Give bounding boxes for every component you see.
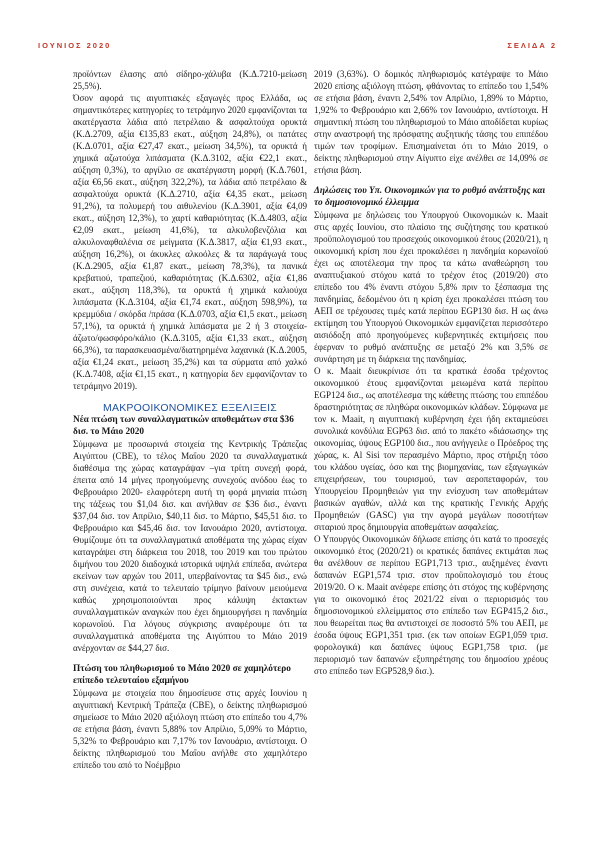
left-column: [73, 68, 307, 771]
paragraph: Σύμφωνα με στοιχεία που δημοσίευσε στις αρχές Ιουνίου η αιγυπτιακή Κεντρική Τράπεζα (CBE), ο δείκτης πληθωρισμού σημείωσε το Μάιο 2020 αξιόλογη πτώση στο επίπεδο του 4,7% σε ετήσια βάση, έναντι 5,88% τον Απρίλιο, 5,09% το Μάρτιο, 5,32% το Φεβρουάριο και 7,17% τον Ιανουάριο, αντίστοιχα. Ο δείκτης πληθωρισμού του Μαΐου ανήλθε στο χαμηλότερο επίπεδο του από το Νοέμβριο: [73, 688, 307, 770]
page-header: [38, 41, 557, 53]
right-column: [314, 68, 548, 677]
paragraph: Όσον αφορά τις αιγυπτιακές εξαγωγές προς Ελλάδα, ως σημαντικότερες κατηγορίες το τετράμηνο 2020 εμφανίζονται τα ακατέργαστα λάδια από πετρέλαιο & ασφαλτούχα ορυκτά (Κ.Δ.2709, αξία €135,83 εκατ., αύξηση 24,8%), οι πατάτες (Κ.Δ.0701, αξία €27,47 εκατ., μείωση 34,5%), τα ορυκτά ή χημικά αζωτούχα λιπάσματα (Κ.Δ.3102, αξία €22,1 εκατ., αύξηση 0,3%), το αργίλιο σε ακατέργαστη μορφή (Κ.Δ.7601, αξία €6,56 εκατ., αύξηση 322,2%), τα λάδια από πετρέλαιο & ασφαλτούχα ορυκτά (Κ.Δ.2710, αξία €4,35 εκατ., μείωση 91,2%), τα πολυμερή του αιθυλενίου (Κ.Δ.3901, αξία €4,09 εκατ., αύξηση 12,3%), το χαρτί καθαριότητας (Κ.Δ.4803, αξία €2,09 εκατ., μείωση 41,6%), τα αλκυλοβενζόλια και αλκυλοναφθαλένια σε μείγματα (Κ.Δ.3817, αξία €1,93 εκατ., αύξηση 16,2%), οι άκυκλες αλκοόλες & τα παράγωγά τους (Κ.Δ.2905, αξία €1,87 εκατ., μείωση 78,3%), τα πανικά κρεβατιού, τραπεζιού, καθαριότητας (Κ.Δ.6302, αξία €1,86 εκατ., αύξηση 118,3%), τα ορυκτά ή χημικά καλιούχα λιπάσματα (Κ.Δ.3104, αξία €1,74 εκατ., αύξηση 598,9%), τα κρεμμύδια / σκόρδα /πράσα (Κ.Δ.0703, αξία €1,5 εκατ., μείωση 57,1%), τα ορυκτά ή χημικά λιπάσματα με 2 ή 3 στοιχεία-άζωτο/φωσφόρο/κάλιο (Κ.Δ.3105, αξία €1,33 εκατ., αύξηση 66,3%), τα παρασκευασμένα/διατηρημένα λαχανικά (Κ.Δ.2005, αξία €1,24 εκατ., μείωση 35,2%) και τα σύρματα από χαλκό (Κ.Δ.7408, αξία €1,15 εκατ., η κατηγορία δεν εμφανίζονταν το τετράμηνο 2019).: [73, 93, 307, 391]
article-title: Νέα πτώση των συναλλαγματικών αποθεμάτων στα $36 δισ. το Μάιο 2020: [73, 415, 294, 437]
paragraph: Ο Υπουργός Οικονομικών δήλωσε επίσης ότι κατά το προσεχές οικονομικό έτος (2020/21) οι κρατικές δαπάνες εκτιμάται πως θα ανέλθουν σε περίπου EGP1,713 τρισ., αυξημένες έναντι δαπανών EGP1,574 τρισ. στον προϋπολογισμό του έτους 2019/20. Ο κ. Maait ανέφερε επίσης ότι στόχος της κυβέρνησης για το οικονομικό έτος 2021/22 είναι ο περιορισμός του δημοσιονομικού ελλείμματος στο επίπεδο των EGP415,2 δισ., που θεωρείται πως θα αντιστοιχεί σε ποσοστό 5% του ΑΕΠ, με έσοδα ύψους EGP1,351 τρισ. (εκ των οποίων EGP1,059 τρισ. φορολογικά) και δαπάνες ύψους EGP1,758 τρισ. (με περιορισμό των δαπανών εξυπηρέτησης του δημοσίου χρέους στο επίπεδο των EGP528,9 δισ.).: [314, 534, 548, 676]
section-title: ΜΑΚΡΟΟΙΚΟΝΟΜΙΚΕΣ ΕΞΕΛΙΞΕΙΣ: [103, 402, 277, 414]
paragraph: προϊόντων έλασης από σίδηρο-χάλυβα (Κ.Δ.7210-μείωση 25,5%).: [73, 69, 307, 91]
paragraph: 2019 (3,63%). Ο δομικός πληθωρισμός κατέγραψε το Μάιο 2020 επίσης αξιόλογη πτώση, φθάνοντας το επίπεδο του 1,54% σε ετήσια βάση, έναντι 2,54% τον Απρίλιο, 1,89% το Μάρτιο, 1,92% το Φεβρουάριο και 2,66% τον Ιανουάριο, αντίστοιχα. Η σημαντική πτώση του πληθωρισμού το Μάιο αποδίδεται κυρίως στην αναστροφή της πρόσφατης αυξητικής τάσης του επιπέδου τιμών των τροφίμων. Επισημαίνεται ότι το Μάιο 2019, ο δείκτης πληθωρισμού στην Αίγυπτο είχε ανέλθει σε 14,09% σε ετήσια βάση.: [314, 69, 548, 175]
header-date: ΙΟΥΝΙΟΣ 2020: [38, 41, 112, 50]
article-title: Δηλώσεις του Υπ. Οικονομικών για το ρυθμό ανάπτυξης και το δημοσιονομικό έλλειμμα: [314, 186, 546, 208]
header-page-number: ΣΕΛΙΔΑ 2: [507, 41, 557, 50]
article-title: Πτώση του πληθωρισμού το Μάιο 2020 σε χαμηλότερο επίπεδο τελευταίου εξαμήνου: [73, 664, 291, 686]
paragraph: Σύμφωνα με δηλώσεις του Υπουργού Οικονομικών κ. Maait στις αρχές Ιουνίου, στο πλαίσιο της συζήτησης του κρατικού προϋπολογισμού του προσεχούς οικονομικού έτους (2020/21), η οικονομική κρίση που έχει προκαλέσει η πανδημία κορωνοϊού έχει ως αποτέλεσμα την προς τα κάτω αναθεώρηση του αναπτυξιακού στόχου κατά το τρέχον έτος (2019/20) στο επίπεδο του 4% έναντι στόχου 5,8% πριν το ξέσπασμα της πανδημίας, δεδομένου ότι η κρίση έχει προκαλέσει πτώση του ΑΕΠ σε τρέχουσες τιμές κατά περίπου EGP130 δισ. Η ως άνω εκτίμηση του Υπουργού Οικονομικών εμφανίζεται περισσότερο αισιόδοξη από προηγούμενες κυβερνητικές εκτιμήσεις που έφερναν το ρυθμό ανάπτυξης σε μεταξύ 2% και 3,5% σε συνάρτηση με τη διάρκεια της πανδημίας.: [314, 210, 548, 364]
paragraph: Σύμφωνα με προσωρινά στοιχεία της Κεντρικής Τράπεζας Αιγύπτου (CBE), το τέλος Μαΐου 2020 τα συναλλαγματικά διαθέσιμα της χώρας καταγράψαν –για τρίτη συνεχή φορά, έπειτα από 14 μήνες προηγούμενης συνεχούς ανόδου έως το Φεβρουάριο 2020- ελαφρότερη αυτή τη φορά μηνιαία πτώση της τάξεως του $1,04 δισ. και ανήλθαν σε $36 δισ., έναντι $37,04 δισ. τον Απρίλιο, $40,11 δισ. το Μάρτιο, $45,51 δισ. το Φεβρουάριο και $45,46 δισ. τον Ιανουάριο 2020, αντίστοιχα. Θυμίζουμε ότι τα συναλλαγματικά αποθέματα της χώρας είχαν καταγράψει στη διάρκεια του 2018, του 2019 και του πρώτου διμήνου του 2020 διαδοχικά ιστορικά υψηλά επίπεδα, ανώτερα εκείνων των αρχών του 2011, υπερβαίνοντας τα $45 δισ., ενώ στη συνέχεια, κατά το τελευταίο τρίμηνο βαίνουν μειούμενα καθώς χρησιμοποιούνται προς κάλυψη έκτακτων συναλλαγματικών αναγκών που έχει δημιουργήσει η πανδημία κορωνοϊού. Για λόγους σύγκρισης αναφέρουμε ότι τα συναλλαγματικά αποθέματα της Αιγύπτου το Μάιο 2019 ανέρχονταν σε $44,27 δισ.: [73, 439, 307, 653]
paragraph: Ο κ. Maait διευκρίνισε ότι τα κρατικά έσοδα τρέχοντος οικονομικού έτους εμφανίζονται μειωμένα κατά περίπου EGP124 δισ., ως αποτέλεσμα της κάθετης πτώσης του επιπέδου δραστηριότητας σε πληθώρα οικονομικών κλάδων. Σύμφωνα με τον κ. Maait, η αιγυπτιακή κυβέρνηση έχει ήδη εκταμιεύσει συνολικά κονδύλια EGP63 δισ. από το πακέτο «διάσωσης» της οικονομίας, ύψους EGP100 δισ., που ανήγγειλε ο Πρόεδρος της χώρας, κ. Al Sisi τον περασμένο Μάρτιο, προς στήριξη τόσο του κλάδου υγείας, όσο και της βιομηχανίας, των εξαγωγικών επιχειρήσεων, του τουρισμού, των αεροπεταφορών, του Υπουργείου Προμηθειών για την ενίσχυση των αποθεμάτων βασικών αγαθών, αλλά και της κρατικής Γενικής Αρχής Προμηθειών (GASC) για την αγορά μεγάλων ποσοτήτων σιταριού προς δημιουργία αποθεμάτων ασφαλείας.: [314, 366, 548, 532]
